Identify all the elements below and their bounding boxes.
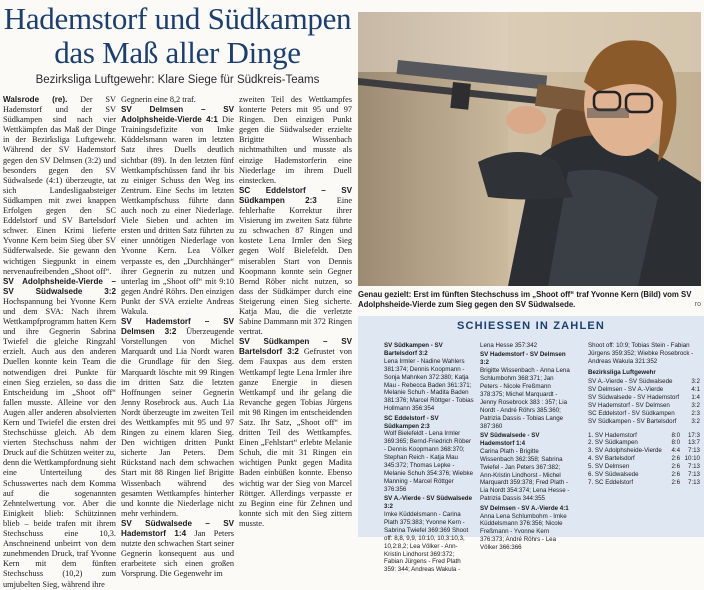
standing-score: 7:13: [687, 447, 700, 455]
standing-score: 7:13: [687, 479, 700, 486]
result-details: Wolf Bielefeldt - Lena Irmler 369:365; Bernd-Friedrich Röber - Dennis Koopmann 368:370; Stephan Reich - Katja Mau 345:372; Thomas Lepke - Melanie Schuh 354:376; Wiebke Manning - Marcel Röttger 376:356: [384, 430, 474, 493]
result-details: Carina Plath - Brigitte Wissenbach 362:358; Sabrina Twiefel - Jan Peters 367:382; Ann-Kristin Lindhorst - Michel Marquardt 359:378; Fred Plath - Lia Nordt 354:374; Lena Hesse - Patrizia Dassis 344:355: [480, 447, 570, 503]
article-photo: [358, 12, 701, 286]
match-teams: SV Südkampen - SV Bartelsdorf: [588, 417, 677, 425]
standing-score: 10:10: [684, 455, 700, 463]
results-column-1: [384, 342, 474, 576]
paragraph-text: Hochspannung bei Yvonne Kern und dem SVA: Nach ihrem Wettkampfprogramm hatten Kern und ihre Gegnerin Sabrina Twiefel die gleiche Ringzahl erzielt. Auch aus den anderen Duellen konnte kein Team die notwendigen drei Punkte für einen Sieg erzielen, so dass die Entscheidung im „Shoot off“ fallen musste. Alleine vor den Augen aller anderen absolvierten Kern und Twiefel die ersten drei Stechschüsse gleich. Ab dem vierten Stechschuss nahm der Druck auf die Schützen weiter zu, denn die Wettkampfordnung sieht eine Unterteilung des Schusswertes nach dem Komma auf die sogenannten Zehntelwertung vor. Aber die Einigkeit blieb: Schützinnen blieb – beide trafen mit ihrem Stechschuss eine 10,3. Anschneinend unbeirrt von dem zunehmenden Druck, traf Yvonne Kern mit dem fünften Stechschuss (10,2) zum umjubelten Sieg, während ihre: [3, 296, 116, 589]
table-row: [588, 479, 700, 487]
match-score: 3:2: [691, 378, 700, 386]
paragraph-lead: SV Adolphsheide-Vierde – SV Südwalsede 3:2: [3, 276, 116, 296]
standing-points: 2:6: [671, 471, 681, 479]
standing-team: 7. SC Eddelstorf: [588, 479, 634, 486]
paragraph-lead: SV Hademstorf – SV Delmsen 3:2: [121, 317, 234, 337]
results-column-2: [480, 342, 570, 554]
result-block: [480, 342, 570, 350]
table-row: [588, 394, 700, 402]
table-row: [588, 455, 700, 463]
result-details: Imke Küddelsmann - Carina Plath 375:383; Yvonne Kern - Sabrina Twiefel 369:369 Shoot off: 8,8, 9,9, 10:10, 10,3:10,3, 10,2:8,2; Lea Völker - Ann-Kristin Lindhorst 369:372; Fabian Jürgens - Fred Plath 359: 344; Andreas Wakula -: [384, 511, 469, 574]
match-teams: SV Hademstorf - SV Delmsen: [588, 401, 670, 409]
paragraph-lead: SV Delmsen – SV Adolphsheide-Vierde 4:1: [121, 105, 234, 125]
table-row: [588, 447, 700, 455]
standing-points: 2:6: [671, 463, 681, 471]
table-row: [588, 471, 700, 479]
standing-points: 8:0: [671, 439, 681, 447]
standing-score: 17:3: [687, 431, 700, 439]
result-details: Shoot off: 10:9; Tobias Stein - Fabian Jürgens 359:352; Wiebke Rosebrock - Andreas Wakula 321:352: [588, 342, 694, 365]
article-paragraph: [239, 337, 352, 529]
article-column-3: [239, 95, 352, 529]
paragraph-text: Gefrustet von dem Fauxpas aus dem ersten Wettkampf legte Lena Irmler ihre ganze Energie in diesen Wettkampf und ihr gelang die Revanche gegen Tobias Jürgens mit 98 Ringen im entscheidenden Satz. Ihr Satz, „Shoot off“ im dritten Teil des Wettkampfes. Einen „Fehlstart“ erlebte Melanie Schuh, die mit 31 Ringen ein wichtigen Punkt gegen Madita Baden einbüßen konnte. Ebenso wichtig war der Sieg von Marcel Röttger. Allerdings verpasste er zu Beginn eine für Zehnen und konnte sich mit den Sieg zittern musste.: [239, 347, 353, 528]
article-column-2: [121, 95, 234, 580]
subheadline: Bezirksliga Luftgewehr: Klare Siege für Südkreis-Teams: [35, 74, 320, 86]
match-teams: SV Südwalsede - SV Hademstorf: [588, 393, 680, 401]
photo-credit: ro: [694, 300, 701, 308]
result-heading: SC Eddelstorf - SV Südkampen 2:3: [384, 414, 439, 430]
headline-line-2: das Maß aller Dinge: [54, 35, 301, 70]
standing-score: 13:7: [687, 439, 700, 447]
standings-title-text: Bezirksliga Luftgewehr: [588, 368, 656, 376]
article-paragraph: [3, 277, 116, 590]
result-details: Lena Hesse 357:342: [480, 342, 538, 349]
match-score: 3:2: [691, 401, 700, 409]
paragraph-lead: SV Südwalsede – SV Hademstorf 1:4: [121, 518, 234, 539]
standing-team: 4. SV Bartelsdorf: [588, 455, 635, 463]
match-score: 3:2: [691, 417, 700, 425]
match-score: 1:4: [691, 393, 700, 401]
paragraph-text: Der SV Hademstorf und der SV Südkampen sind nach vier Wettkämpfen das Maß der Dinge in der Bezirksliga Luftgewehr. Während der SV Hademstorf gegen den SV Delmsen (3:2) und besonders gegen den SV Südwalsede (4:1) überzeugte, tat sich Landesligaabsteiger Südkampen mit zwei knappen Erfolgen gegen den SC Eddelstorf und SV Bartelsdorf schwer. Einen Krimi lieferte Yvonne Kern beim Sieg über SV Südferwalsede. Sie gewann den wichtigen Siegpunkt in einem nervenaufreibenden „Shoot off“.: [3, 95, 116, 276]
caption-text: Genau gezielt: Erst im fünften Stechschuss im „Shoot off“ traf Yvonne Kern (Bild) vom SV Adolphsheide-Vierde zum Sieg gegen den SV Südwalsede.: [358, 290, 692, 309]
article-paragraph: [3, 95, 116, 277]
article-paragraph: [121, 105, 234, 317]
match-score: 4:1: [691, 386, 700, 394]
paragraph-text: Gegnerin eine 8,2 traf.: [121, 95, 196, 104]
standing-points: 8:0: [671, 431, 681, 439]
result-block: [480, 351, 570, 430]
paragraph-text: Überzeugende Vorstellungen von Michel Marquardt und Lia Nordt waren die Grundlage für den Sieg. Marquardt löschte mit 99 Ringen im dritten Satz die letzten Hoffnungen seiner Gegnerin Jenny Rosebrock aus. Auch Lia Nordt überzeugte im zweiten Teil des Wettkampfes mit 95 und 97 Ringen zu einem klaren Sieg. Den wichtigen dritten Punkt sicherte Jan Peters. Dem Rückstand nach dem schwachen Start mit 88 Ringen lief Brigitte Wissenbach während des gesamten Wettkampfes hinterher und konnte die Niederlage nicht mehr verhindern.: [121, 327, 235, 518]
table-row: [588, 410, 700, 418]
standing-team: 6. SV Südwalsede: [588, 471, 639, 479]
standing-score: 7:13: [687, 463, 700, 471]
result-block: [480, 505, 570, 552]
paragraph-text: Jan Peters nutzte den schwachen Start seiner Gegnerin konsequent aus und erarbeitete sich einen großen Vorsprung. Die Gegenwehr im: [121, 529, 234, 579]
standing-team: 1. SV Hademstorf: [588, 431, 637, 439]
match-teams: SV Delmsen - SV A.-Vierde: [588, 386, 664, 394]
results-column-3: [588, 342, 700, 487]
article-paragraph: [239, 186, 352, 337]
result-block: [384, 495, 474, 574]
headline-line-1: Hademstorf und Südkampen: [3, 1, 352, 36]
paragraph-lead: SC Eddelstorf – SV Südkampen 2:3: [239, 185, 352, 205]
standing-points: 2:6: [671, 479, 681, 486]
result-details: Lena Irmler - Nadine Wahlers 381:374; Dennis Koopmann - Sonja Mahnken 372:380; Katja Mau - Rebecca Baden 361:371; Melanie Schuh - Madita Baden 381:376; Marcel Röttger - Tobias Hollmann 356:354: [384, 357, 474, 413]
paragraph-lead: SV Südkampen – SV Bartelsdorf 3:2: [239, 337, 352, 357]
result-block: [384, 342, 474, 413]
table-row: [588, 418, 700, 426]
standing-score: 7:13: [687, 471, 700, 479]
standing-team: 5. SV Delmsen: [588, 463, 630, 471]
results-box-title: SCHIESSEN IN ZAHLEN: [456, 320, 606, 332]
standing-team: 2. SV Südkampen: [588, 439, 638, 447]
standings-table: [588, 432, 700, 487]
match-teams: SV A.-Vierde - SV Südwalsede: [588, 378, 673, 386]
paragraph-lead: Walsrode (re).: [3, 95, 68, 104]
standing-points: 2:6: [671, 455, 681, 463]
photo-caption: [358, 290, 701, 309]
result-heading: SV A.-Vierde - SV Südwalsede 3:2: [384, 495, 473, 511]
article-paragraph: [121, 519, 234, 580]
headline: [0, 2, 355, 70]
match-teams: SC Eddelstorf - SV Südkampen: [588, 409, 675, 417]
result-heading: SV Südwalsede - SV Hademstorf 1:4: [480, 431, 540, 447]
result-block: [480, 432, 570, 503]
match-score: 2:3: [691, 409, 700, 417]
standings-title: [588, 369, 700, 377]
result-details: Brigitte Wissenbach - Anna Lena Schlumbohm 368:371; Jan Peters - Nicole Freßmann 378:375; Michel Marquardt - Jenny Rosebrock 383 : 357; Lia Nordt - André Röhrs 385:360; Patrizia Dassis - Tobias Lange 387:360: [480, 367, 570, 430]
result-heading: SV Hademstorf - SV Delmsen 3:2: [480, 351, 566, 367]
result-block: [384, 415, 474, 494]
article-paragraph: [239, 95, 352, 186]
matches-table: [588, 378, 700, 425]
article-paragraph: [121, 95, 234, 105]
table-row: [588, 439, 700, 447]
paragraph-text: zweiten Teil des Wettkampfes konterte Peters mit 95 und 97 Ringen. Den einzigen Punkt gegen die Südwalseder erzielte Brigitte Wissenbach nichtmathilten und musste als einzige Hademstorferin eine Niederlage im ihrem Duell einstecken.: [239, 95, 352, 185]
table-row: [588, 386, 700, 394]
table-row: [588, 402, 700, 410]
standing-points: 4:4: [671, 447, 681, 455]
table-row: [588, 378, 700, 386]
paragraph-text: Die Trainingsdefizite von Imke Küddelsmann waren im letzten Satz ihres Duells deutlich sichtbar (89). In den letzten fünf Wettkampfschüssen fand ihr bis zu einiger Schuss den Weg ins Zentrum. Eine Sechs im letzten Wettkampfschuss führte dann auch noch zu einer Niederlage. Viele Sieben und achten im ersten und dritten Satz führten zu einer unnötigen Niederlage von Yvonne Kern. Lea Völker verpasste es, den „Durchhänger“ ihrer Gegnerin zu nutzen und unterlag im „Shoot off“ mit 9:10 gegen André Röhrs. Den einzigen Punkt der SVA erzielte Andreas Wakula.: [121, 115, 234, 316]
article-column-1: [3, 95, 116, 590]
article-paragraph: [121, 317, 234, 519]
result-details: Anna Lena Schlumbohm - Imke Küddelsmann 376:356; Nicole Freßmann - Yvonne Kern 376:373; André Röhrs - Lea Völker 366:366: [480, 512, 567, 552]
result-heading: SV Südkampen - SV Bartelsdorf 3:2: [384, 342, 443, 357]
paragraph-text: Eine fehlerhafte Korrektur ihrer Visierung im zweiten Satz führte zu schwachen 87 Ringen und kostete Lena Irmler den Sieg gegen Wolf Bielefeldt. Den miserablen Start von Dennis Koopmann konnte sein Gegner Bernd Röber nicht nutzen, so dass der Südkämper durch eine Steigerung einen Sieg sicherte. Katja Mau, die die verletzte Sabine Dammann mit 372 Ringen vertrat.: [239, 195, 353, 337]
standing-team: 3. SV Adolphsheide-Vierde: [588, 447, 662, 455]
table-row: [588, 463, 700, 471]
table-row: [588, 432, 700, 440]
result-block: [588, 342, 700, 366]
shooter-photo-illustration: [358, 12, 701, 286]
result-heading: SV Delmsen - SV A.-Vierde 4:1: [480, 504, 569, 512]
